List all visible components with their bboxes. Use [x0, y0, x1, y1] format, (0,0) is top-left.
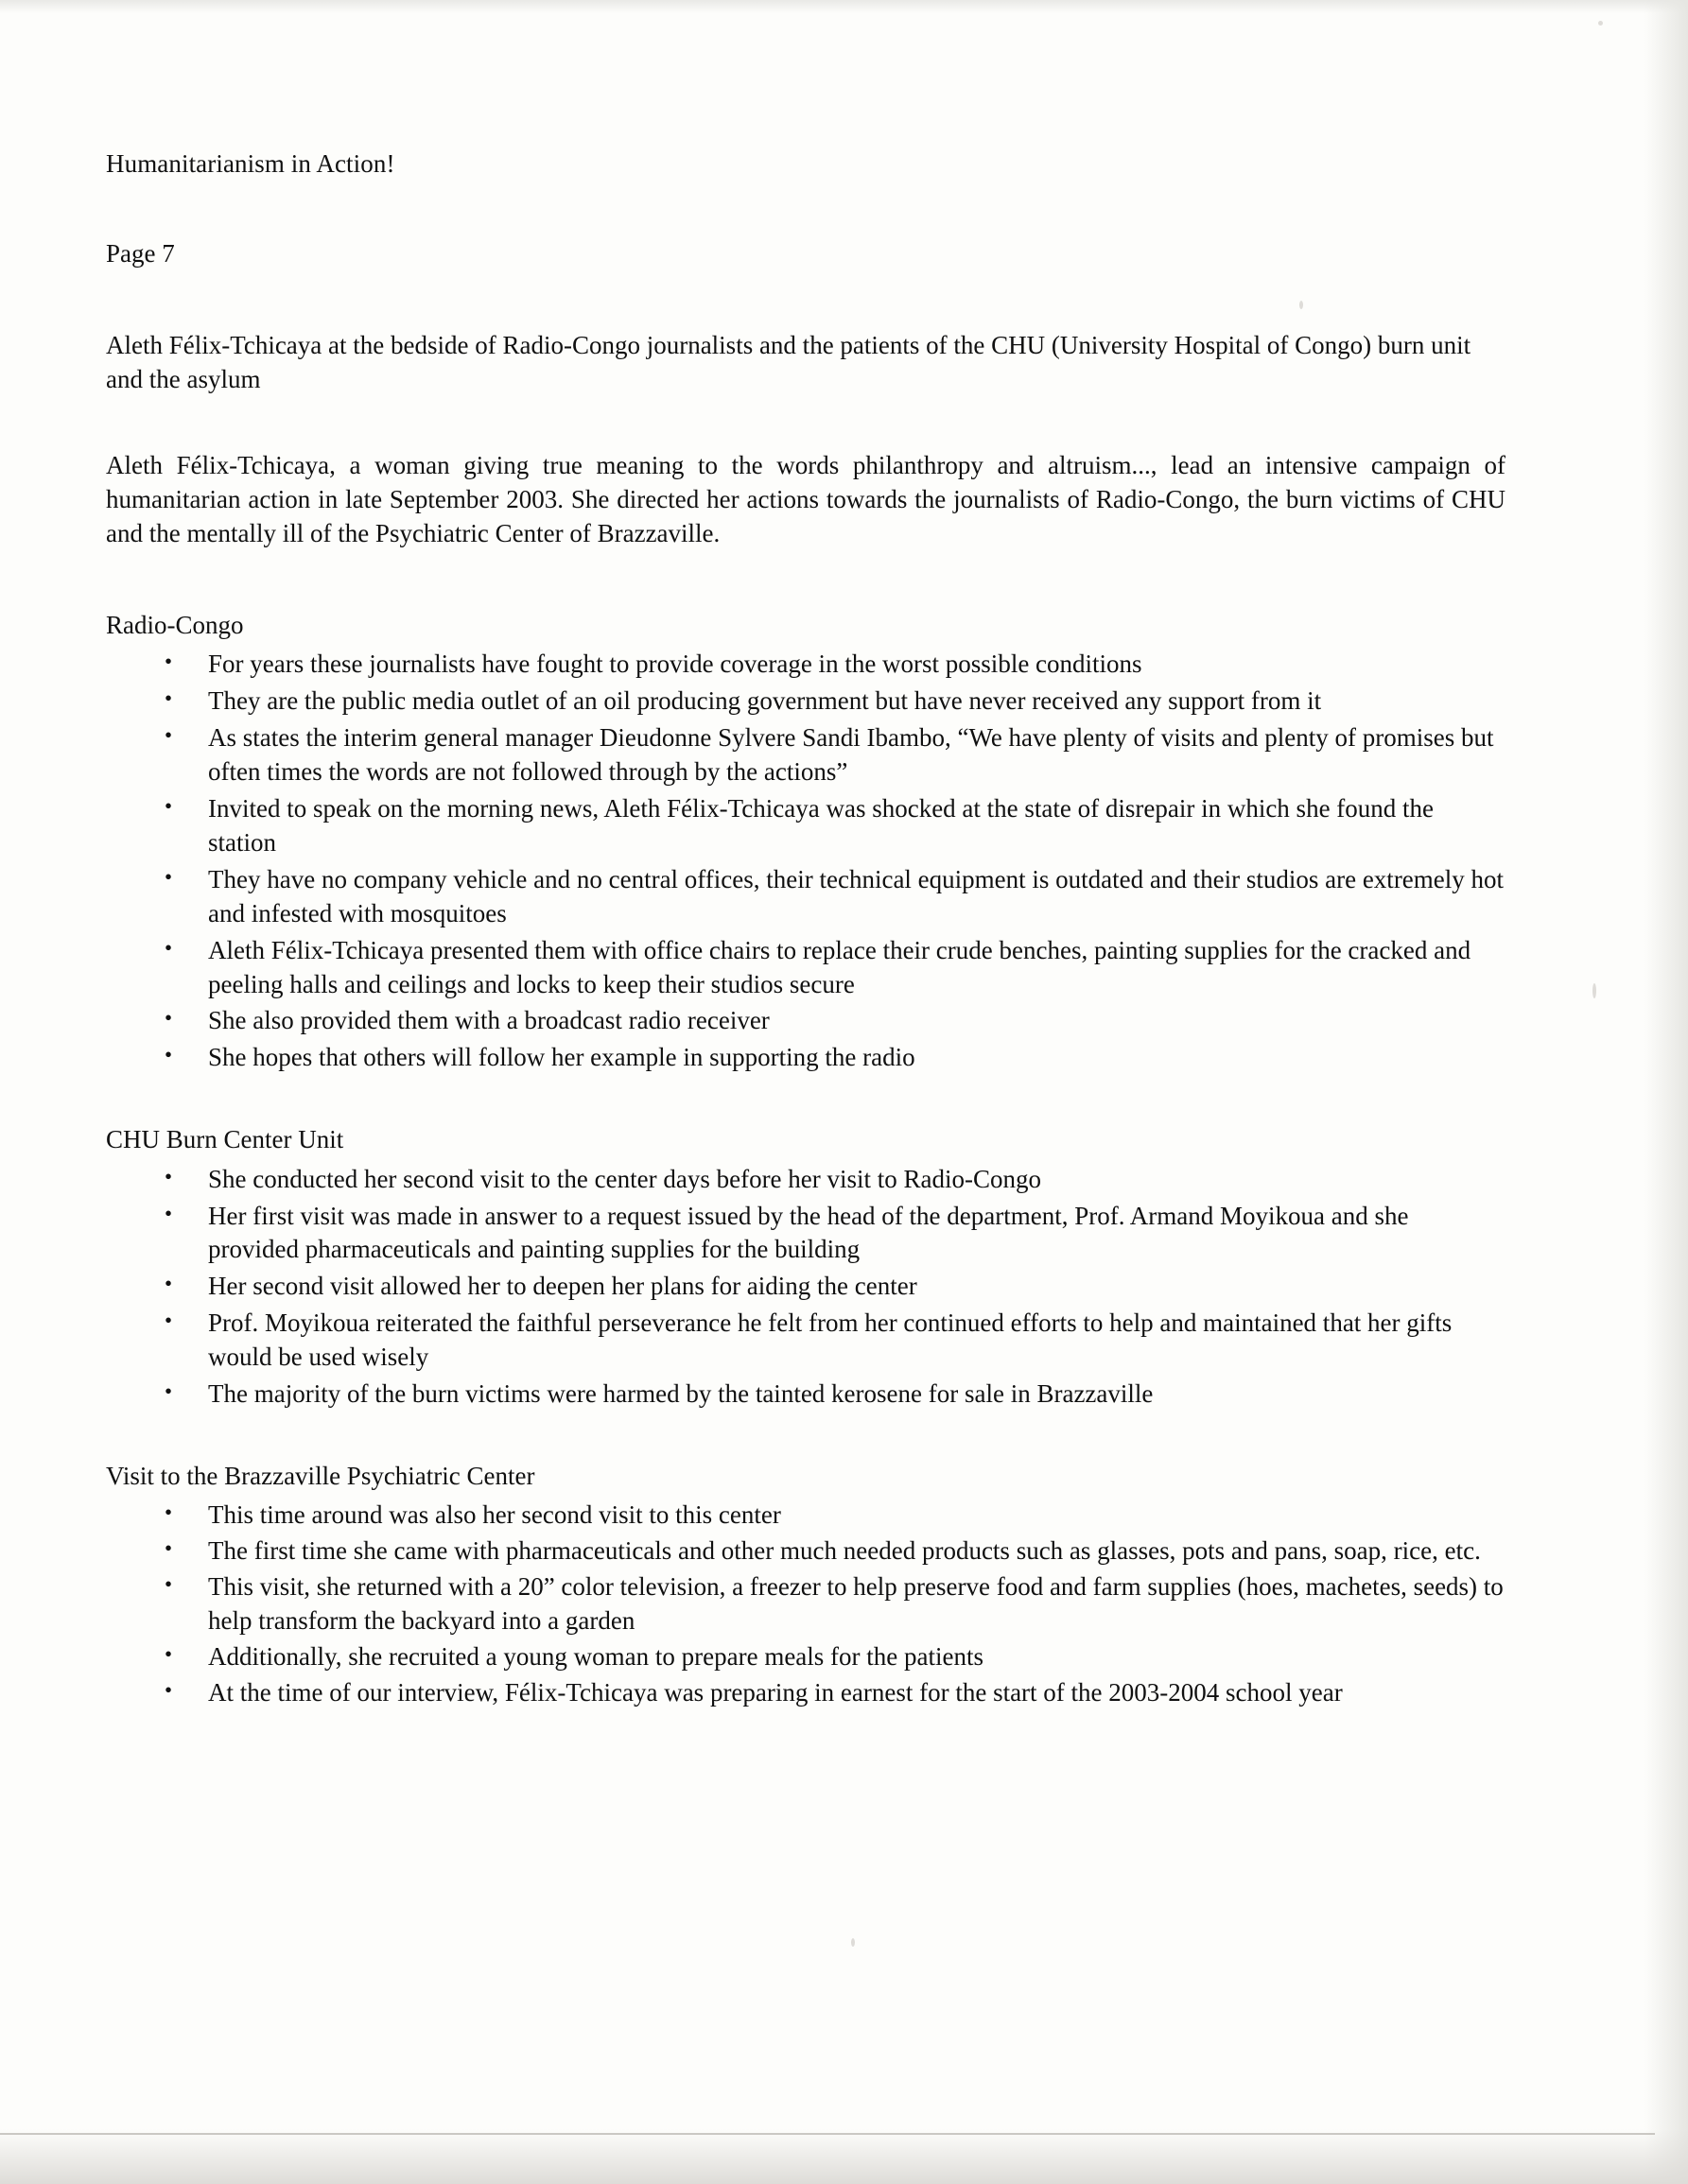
- list-item: • At the time of our interview, Félix-Tchicaya was preparing in earnest for the start of the 2003-2004 school year: [106, 1676, 1505, 1710]
- list-item: • They have no company vehicle and no central offices, their technical equipment is outdated and their studios are extremely hot and infested with mosquitoes: [106, 863, 1505, 931]
- bullet-list: [106, 1499, 1505, 1709]
- list-item: • Her first visit was made in answer to a request issued by the head of the department, Prof. Armand Moyikoua and she provided pharmaceuticals and painting supplies for the building: [106, 1200, 1505, 1268]
- list-item: • This time around was also her second visit to this center: [106, 1499, 1505, 1533]
- list-item: • She conducted her second visit to the center days before her visit to Radio-Congo: [106, 1163, 1505, 1197]
- scan-edge-top: [0, 0, 1688, 13]
- section-heading: Visit to the Brazzaville Psychiatric Center: [106, 1461, 535, 1490]
- list-item: • Aleth Félix-Tchicaya presented them with office chairs to replace their crude benches, painting supplies for the cracked and peeling halls and ceilings and locks to keep their studios secure: [106, 934, 1505, 1002]
- document-subtitle: Aleth Félix-Tchicaya at the bedside of Radio-Congo journalists and the patients of the CHU (University Hospital of Congo) burn unit and the asylum: [106, 331, 1471, 393]
- list-item: • The majority of the burn victims were harmed by the tainted kerosene for sale in Brazzaville: [106, 1378, 1505, 1412]
- section-heading: CHU Burn Center Unit: [106, 1125, 344, 1154]
- list-item: • Prof. Moyikoua reiterated the faithful perseverance he felt from her continued efforts to help and maintained that her gifts would be used wisely: [106, 1307, 1505, 1375]
- list-item: • Additionally, she recruited a young woman to prepare meals for the patients: [106, 1640, 1505, 1674]
- document-header: Humanitarianism in Action!: [106, 149, 395, 178]
- scan-edge-bottom: [0, 2129, 1688, 2184]
- scan-bottom-line: [0, 2133, 1655, 2135]
- page-number: Page 7: [106, 239, 175, 268]
- section-chu-burn-center-unit: [106, 1124, 1505, 1412]
- list-item: • Her second visit allowed her to deepen her plans for aiding the center: [106, 1270, 1505, 1304]
- list-item: • The first time she came with pharmaceuticals and other much needed products such as glasses, pots and pans, soap, rice, etc.: [106, 1534, 1505, 1569]
- scan-speck: [1592, 983, 1596, 998]
- list-item: • This visit, she returned with a 20” color television, a freezer to help preserve food and farm supplies (hoes, machetes, seeds) to help transform the backyard into a garden: [106, 1570, 1505, 1638]
- list-item: • Invited to speak on the morning news, Aleth Félix-Tchicaya was shocked at the state of disrepair in which she found the station: [106, 792, 1505, 860]
- section-heading: Radio-Congo: [106, 610, 244, 639]
- section-radio-congo: [106, 610, 1505, 1075]
- document-body: [106, 151, 1505, 1759]
- document-intro-paragraph: Aleth Félix-Tchicaya, a woman giving true meaning to the words philanthropy and altruism..., lead an intensive campaign of humanitarian action in late September 2003. She directed her actions towards the journalists of Radio-Congo, the burn victims of CHU and the mentally ill of the Psychiatric Center of Brazzaville.: [106, 451, 1505, 548]
- list-item: • She hopes that others will follow her example in supporting the radio: [106, 1041, 1505, 1075]
- scan-speck: [1598, 21, 1603, 26]
- section-visit-brazzaville-psychiatric-center: [106, 1461, 1505, 1710]
- list-item: • She also provided them with a broadcast radio receiver: [106, 1004, 1505, 1038]
- scan-speck: [851, 1938, 855, 1947]
- list-item: • For years these journalists have fought to provide coverage in the worst possible conditions: [106, 648, 1505, 682]
- bullet-list: [106, 1163, 1505, 1412]
- list-item: • As states the interim general manager Dieudonne Sylvere Sandi Ibambo, “We have plenty of visits and plenty of promises but often times the words are not followed through by the actions”: [106, 721, 1505, 789]
- list-item: • They are the public media outlet of an oil producing government but have never received any support from it: [106, 685, 1505, 719]
- scan-edge-right: [1644, 0, 1688, 2184]
- bullet-list: [106, 648, 1505, 1075]
